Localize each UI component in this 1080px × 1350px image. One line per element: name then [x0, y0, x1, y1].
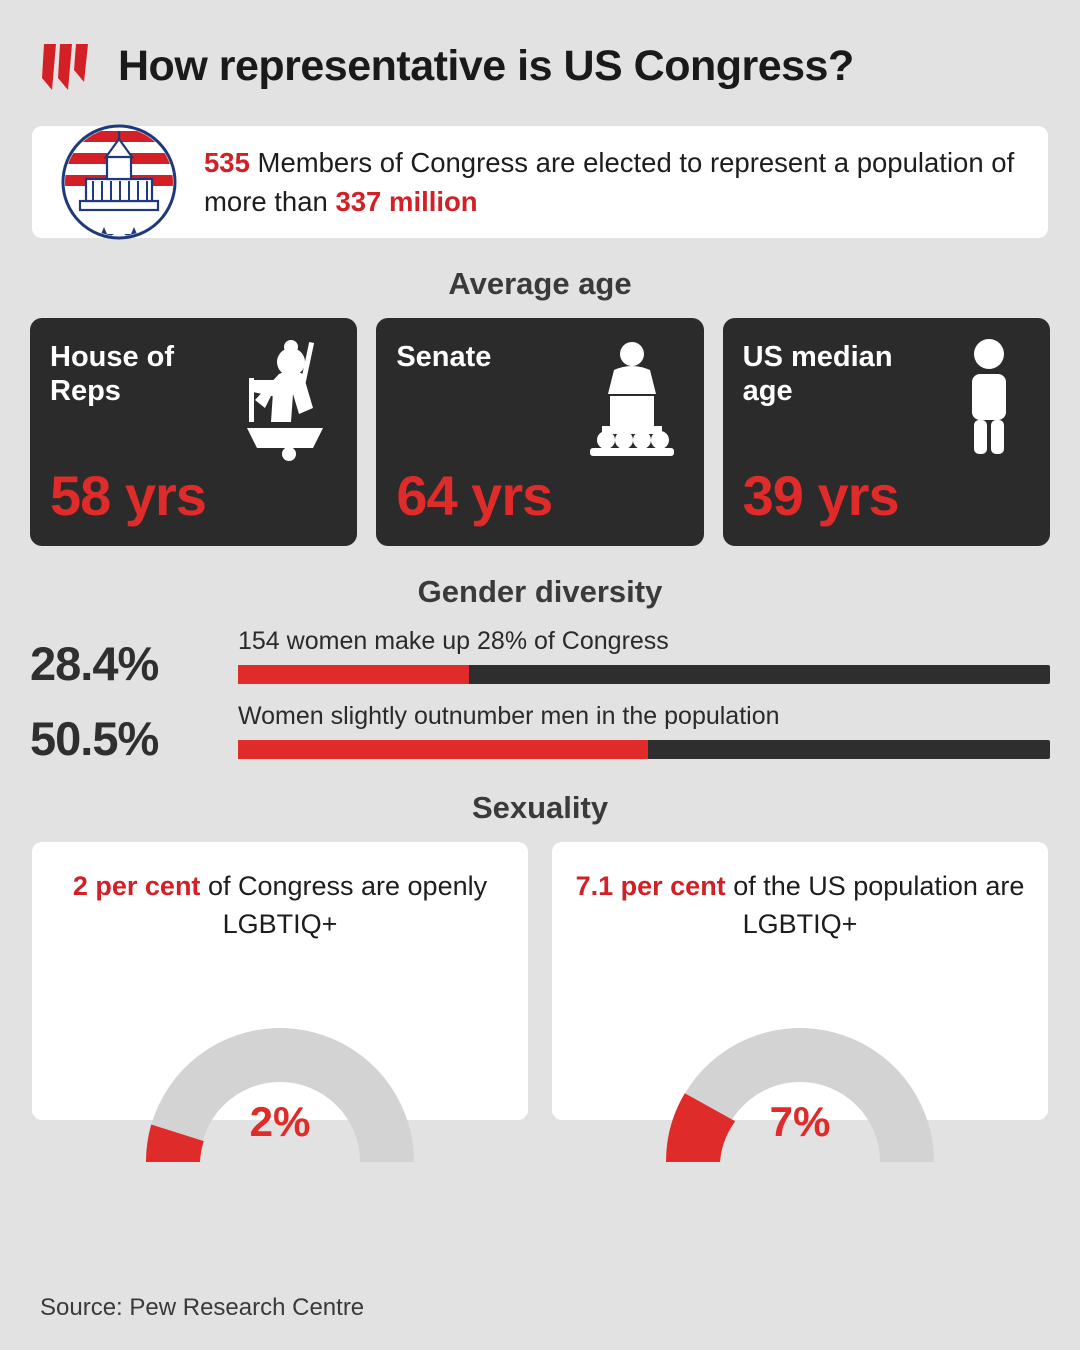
gender-bar-fill: [238, 740, 648, 759]
age-cards-row: [0, 318, 1080, 546]
age-card-value: 64 yrs: [396, 464, 553, 527]
sexuality-card-population: [552, 842, 1048, 1145]
section-title-average-age: Average age: [448, 266, 632, 301]
gender-row-congress: [30, 626, 1050, 690]
intro-text: [204, 143, 1020, 221]
gender-percent-label: 50.5%: [30, 712, 159, 765]
gender-diversity-chart: [0, 626, 1080, 765]
sexuality-caption-rest: of the US population are LGBTIQ+: [725, 871, 1025, 939]
gender-bar-track: [238, 665, 1050, 684]
gauge-population: [650, 1012, 950, 1172]
page-title: How representative is US Congress?: [118, 42, 854, 91]
stat-population: 337 million: [335, 186, 478, 217]
sexuality-caption: [54, 868, 506, 944]
source-note: Source: Pew Research Centre: [40, 1294, 365, 1321]
intro-text-mid: Members of Congress are elected to represent a population of more than: [204, 146, 1015, 217]
gender-percent-label: 28.4%: [30, 637, 159, 690]
age-card-house: [30, 318, 357, 546]
sexuality-caption-rest: of Congress are openly LGBTIQ+: [200, 871, 488, 939]
person-icon: [954, 336, 1024, 456]
gauge-congress: [130, 1012, 430, 1172]
section-title-gender-diversity: Gender diversity: [417, 574, 663, 609]
protester-icon: [229, 336, 341, 456]
sexuality-lead-stat: 7.1 per cent: [575, 871, 726, 901]
gender-bar-fill: [238, 665, 469, 684]
gender-caption: 154 women make up 28% of Congress: [238, 627, 669, 655]
age-card-senate: [376, 318, 703, 546]
page-header: [0, 0, 1080, 96]
gender-bar-track: [238, 740, 1050, 759]
senator-podium-icon: [576, 336, 688, 456]
gender-row-population: [30, 701, 1050, 765]
age-card-median: [723, 318, 1050, 546]
age-card-value: 58 yrs: [50, 464, 206, 527]
age-card-label: Senate: [396, 341, 492, 373]
sexuality-card-congress: [32, 842, 528, 1145]
gauge-value-label: 7%: [769, 1098, 831, 1145]
gender-caption: Women slightly outnumber men in the population: [238, 702, 780, 730]
us-capitol-icon: [60, 123, 178, 241]
age-card-value: 39 yrs: [742, 464, 899, 527]
sexuality-caption: [574, 868, 1026, 944]
age-card-label: House of Reps: [50, 341, 175, 408]
stat-members: 535: [204, 146, 250, 178]
sexuality-lead-stat: 2 per cent: [72, 871, 201, 901]
sexuality-cards-row: [0, 842, 1080, 1145]
age-card-label: US median age: [742, 341, 893, 408]
section-title-sexuality: Sexuality: [471, 790, 609, 825]
gauge-value-label: 2%: [249, 1098, 311, 1145]
intro-card: [32, 126, 1048, 238]
masthead-logo-icon: [40, 38, 96, 96]
